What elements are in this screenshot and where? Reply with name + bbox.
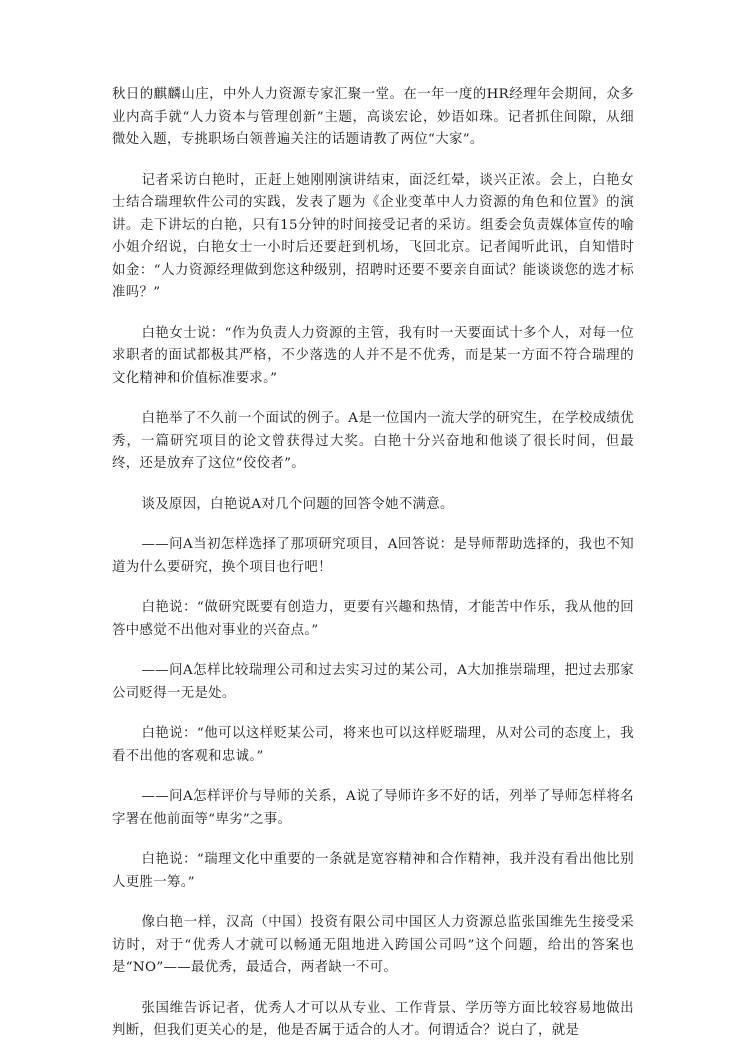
paragraph-5: 谈及原因，白艳说A对几个问题的回答令她不满意。: [141, 496, 454, 512]
document-page: [112, 84, 634, 1061]
paragraph-6: ——问A当初怎样选择了那项研究项目，A回答说：是导师帮助选择的，我也不知道为什么要研究，换个项目也行吧！: [112, 537, 634, 575]
paragraph-4: 白艳举了不久前一个面试的例子。A是一位国内一流大学的研究生，在学校成绩优秀，一篇研究项目的论文曾获得过大奖。白艳十分兴奋地和他谈了很长时间，但最终，还是放弃了这位“佼佼者”。: [112, 411, 634, 471]
paragraph-9: 白艳说：“他可以这样贬某公司，将来也可以这样贬瑞理，从对公司的态度上，我看不出他的客观和忠诚。”: [112, 726, 634, 764]
paragraph-1: 秋日的麒麟山庄，中外人力资源专家汇聚一堂。在一年一度的HR经理年会期间，众多业内高手就“人力资本与管理创新”主题，高谈宏论，妙语如珠。记者抓住间隙，从细微处入题，专挑职场白领普遍关注的话题请教了两位“大家”。: [112, 87, 634, 147]
paragraph-3: 白艳女士说：“作为负责人力资源的主管，我有时一天要面试十多个人，对每一位求职者的面试都极其严格，不少落选的人并不是不优秀，而是某一方面不符合瑞理的文化精神和价值标准要求。”: [112, 325, 634, 386]
paragraph-12: 像白艳一样，汉高（中国）投资有限公司中国区人力资源总监张国维先生接受采访时，对于“优秀人才就可以畅通无阻地进入跨国公司吗”这个问题，给出的答案也是“NO”——最优秀，最适合，两者缺一不可。: [112, 915, 634, 975]
paragraph-7: 白艳说：“做研究既要有创造力，更要有兴趣和热情，才能苦中作乐，我从他的回答中感觉不出他对事业的兴奋点。”: [112, 600, 634, 638]
paragraph-13: 张国维告诉记者，优秀人才可以从专业、工作背景、学历等方面比较容易地做出判断，但我们更关心的是，他是否属于适合的人才。何谓适合？说白了，就是: [112, 1000, 634, 1038]
paragraph-11: 白艳说：“瑞理文化中重要的一条就是宽容精神和合作精神，我并没有看出他比别人更胜一筹。”: [112, 852, 634, 890]
paragraph-8: ——问A怎样比较瑞理公司和过去实习过的某公司，A大加推崇瑞理，把过去那家公司贬得一无是处。: [112, 663, 634, 701]
paragraph-10: ——问A怎样评价与导师的关系，A说了导师许多不好的话，列举了导师怎样将名字署在他前面等“卑劣”之事。: [112, 789, 634, 827]
paragraph-2: 记者采访白艳时，正赶上她刚刚演讲结束，面泛红晕，谈兴正浓。会上，白艳女士结合瑞理软件公司的实践，发表了题为《企业变革中人力资源的角色和位置》的演讲。走下讲坛的白艳，只有15分钟的时间接受记者的采访。组委会负责媒体宣传的喻小姐介绍说，白艳女士一小时后还要赶到机场，飞回北京。记者闻听此讯，自知惜时如金：“人力资源经理做到您这种级别，招聘时还要不要亲自面试？能谈谈您的选才标准吗？”: [112, 172, 634, 300]
